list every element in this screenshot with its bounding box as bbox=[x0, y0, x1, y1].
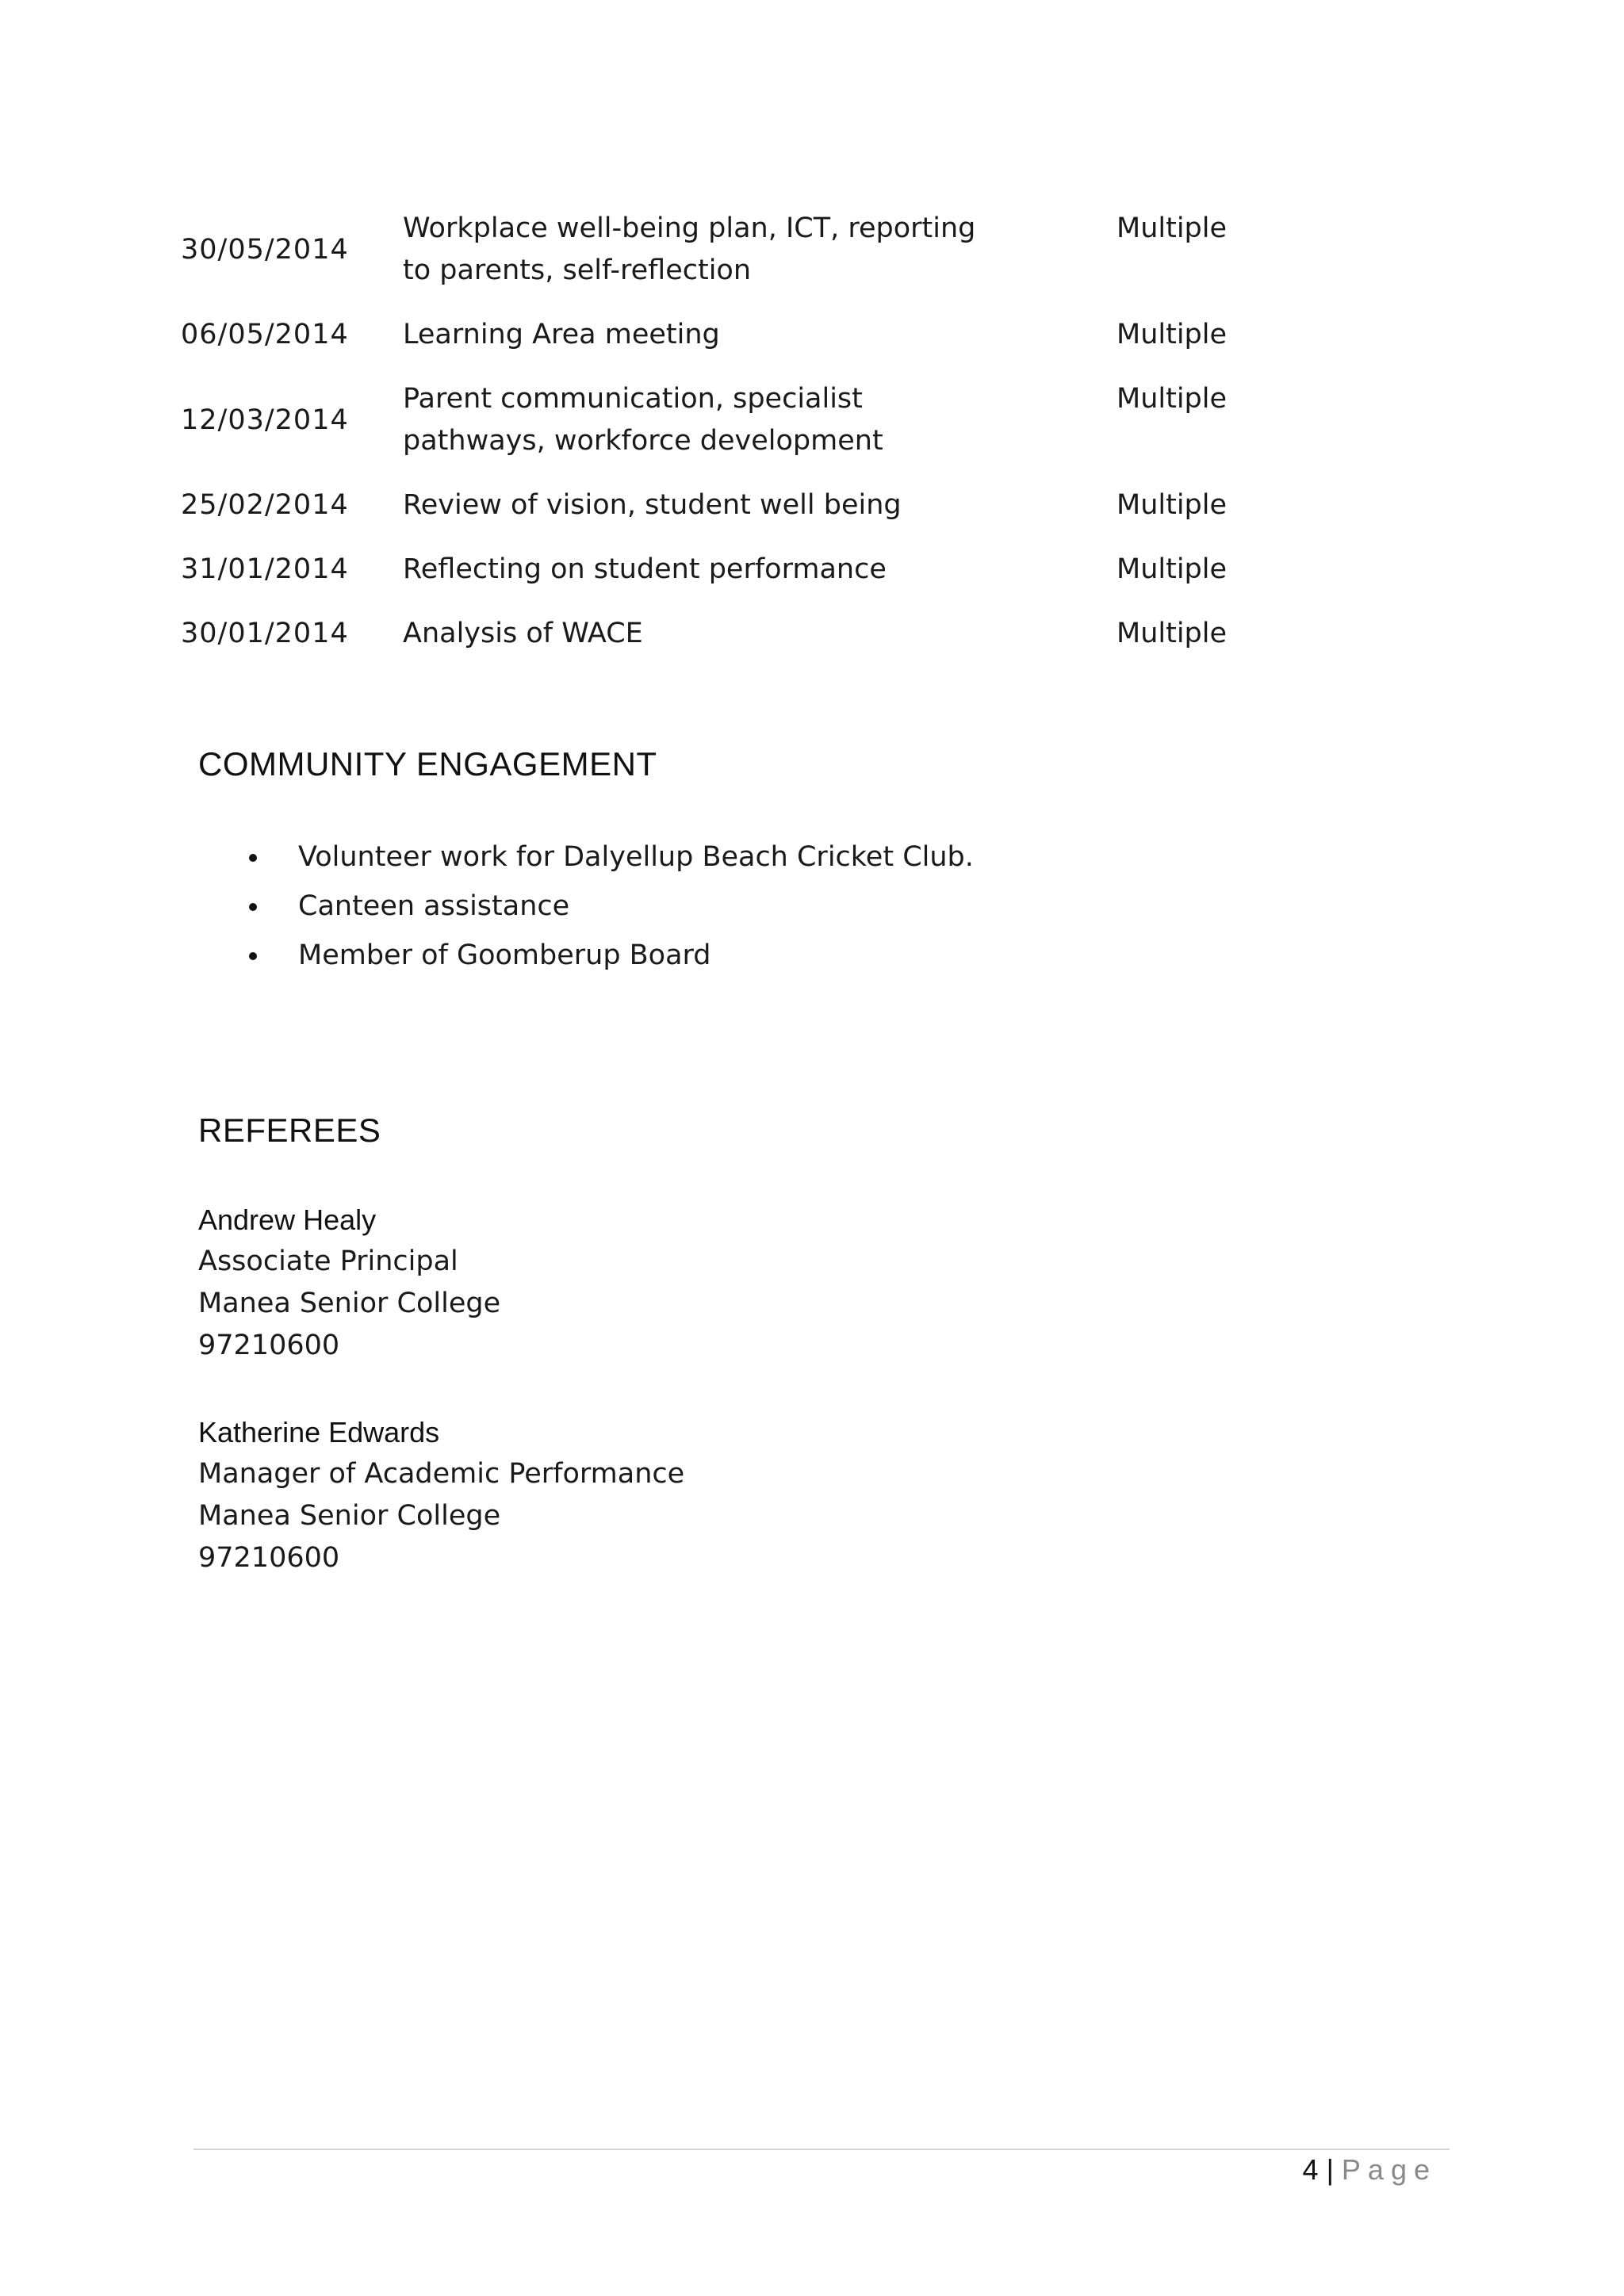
table-row bbox=[181, 378, 1291, 462]
row-description: Parent communication, specialist pathways, workforce development bbox=[403, 383, 883, 457]
referee-title: Manager of Academic Performance bbox=[198, 1458, 685, 1490]
row-date: 12/03/2014 bbox=[181, 404, 349, 436]
row-description: Workplace well-being plan, ICT, reporting to parents, self-reflection bbox=[403, 212, 976, 286]
list-item-text: Volunteer work for Dalyellup Beach Cricket Club. bbox=[298, 841, 974, 873]
table-row bbox=[181, 549, 1291, 591]
table-row bbox=[181, 314, 1291, 356]
list-item-text: Canteen assistance bbox=[298, 890, 570, 922]
table-row bbox=[181, 208, 1291, 292]
row-date: 06/05/2014 bbox=[181, 319, 349, 350]
table-row bbox=[181, 484, 1291, 526]
row-date: 31/01/2014 bbox=[181, 553, 349, 585]
list-item bbox=[238, 832, 974, 882]
referee-organisation: Manea Senior College bbox=[198, 1288, 501, 1319]
bullet-icon bbox=[249, 854, 257, 862]
referee-title: Associate Principal bbox=[198, 1246, 458, 1277]
row-type: Multiple bbox=[1116, 319, 1228, 350]
row-description: Analysis of WACE bbox=[403, 618, 643, 649]
referee-organisation: Manea Senior College bbox=[198, 1500, 501, 1532]
community-engagement-list bbox=[238, 832, 974, 980]
referees-heading: REFEREES bbox=[198, 1112, 381, 1149]
row-type: Multiple bbox=[1116, 618, 1228, 649]
list-item-text: Member of Goomberup Board bbox=[298, 939, 711, 971]
bullet-icon bbox=[249, 903, 257, 911]
referee-phone: 97210600 bbox=[198, 1542, 340, 1574]
referee-entry bbox=[198, 1411, 684, 1579]
row-description: Review of vision, student well being bbox=[403, 489, 902, 521]
row-description: Reflecting on student performance bbox=[403, 553, 887, 585]
referee-name: Andrew Healy bbox=[198, 1203, 377, 1236]
community-engagement-heading: COMMUNITY ENGAGEMENT bbox=[198, 745, 657, 783]
referee-entry bbox=[198, 1199, 500, 1367]
row-type: Multiple bbox=[1116, 383, 1228, 415]
referee-name: Katherine Edwards bbox=[198, 1416, 440, 1448]
bullet-icon bbox=[249, 952, 257, 960]
table-row bbox=[181, 613, 1291, 655]
row-type: Multiple bbox=[1116, 553, 1228, 585]
referee-phone: 97210600 bbox=[198, 1330, 340, 1361]
row-type: Multiple bbox=[1116, 212, 1228, 244]
row-date: 30/05/2014 bbox=[181, 233, 349, 266]
row-date: 25/02/2014 bbox=[181, 489, 349, 521]
page-separator: | bbox=[1326, 2153, 1334, 2186]
page-footer bbox=[1303, 2153, 1437, 2187]
page-number: 4 bbox=[1302, 2153, 1319, 2186]
list-item bbox=[238, 931, 974, 980]
row-date: 30/01/2014 bbox=[181, 618, 349, 649]
list-item bbox=[238, 882, 974, 931]
row-type: Multiple bbox=[1116, 489, 1228, 521]
page-label: Page bbox=[1341, 2153, 1437, 2186]
professional-development-table bbox=[181, 208, 1291, 655]
row-description: Learning Area meeting bbox=[403, 319, 720, 350]
footer-divider bbox=[193, 2149, 1450, 2150]
